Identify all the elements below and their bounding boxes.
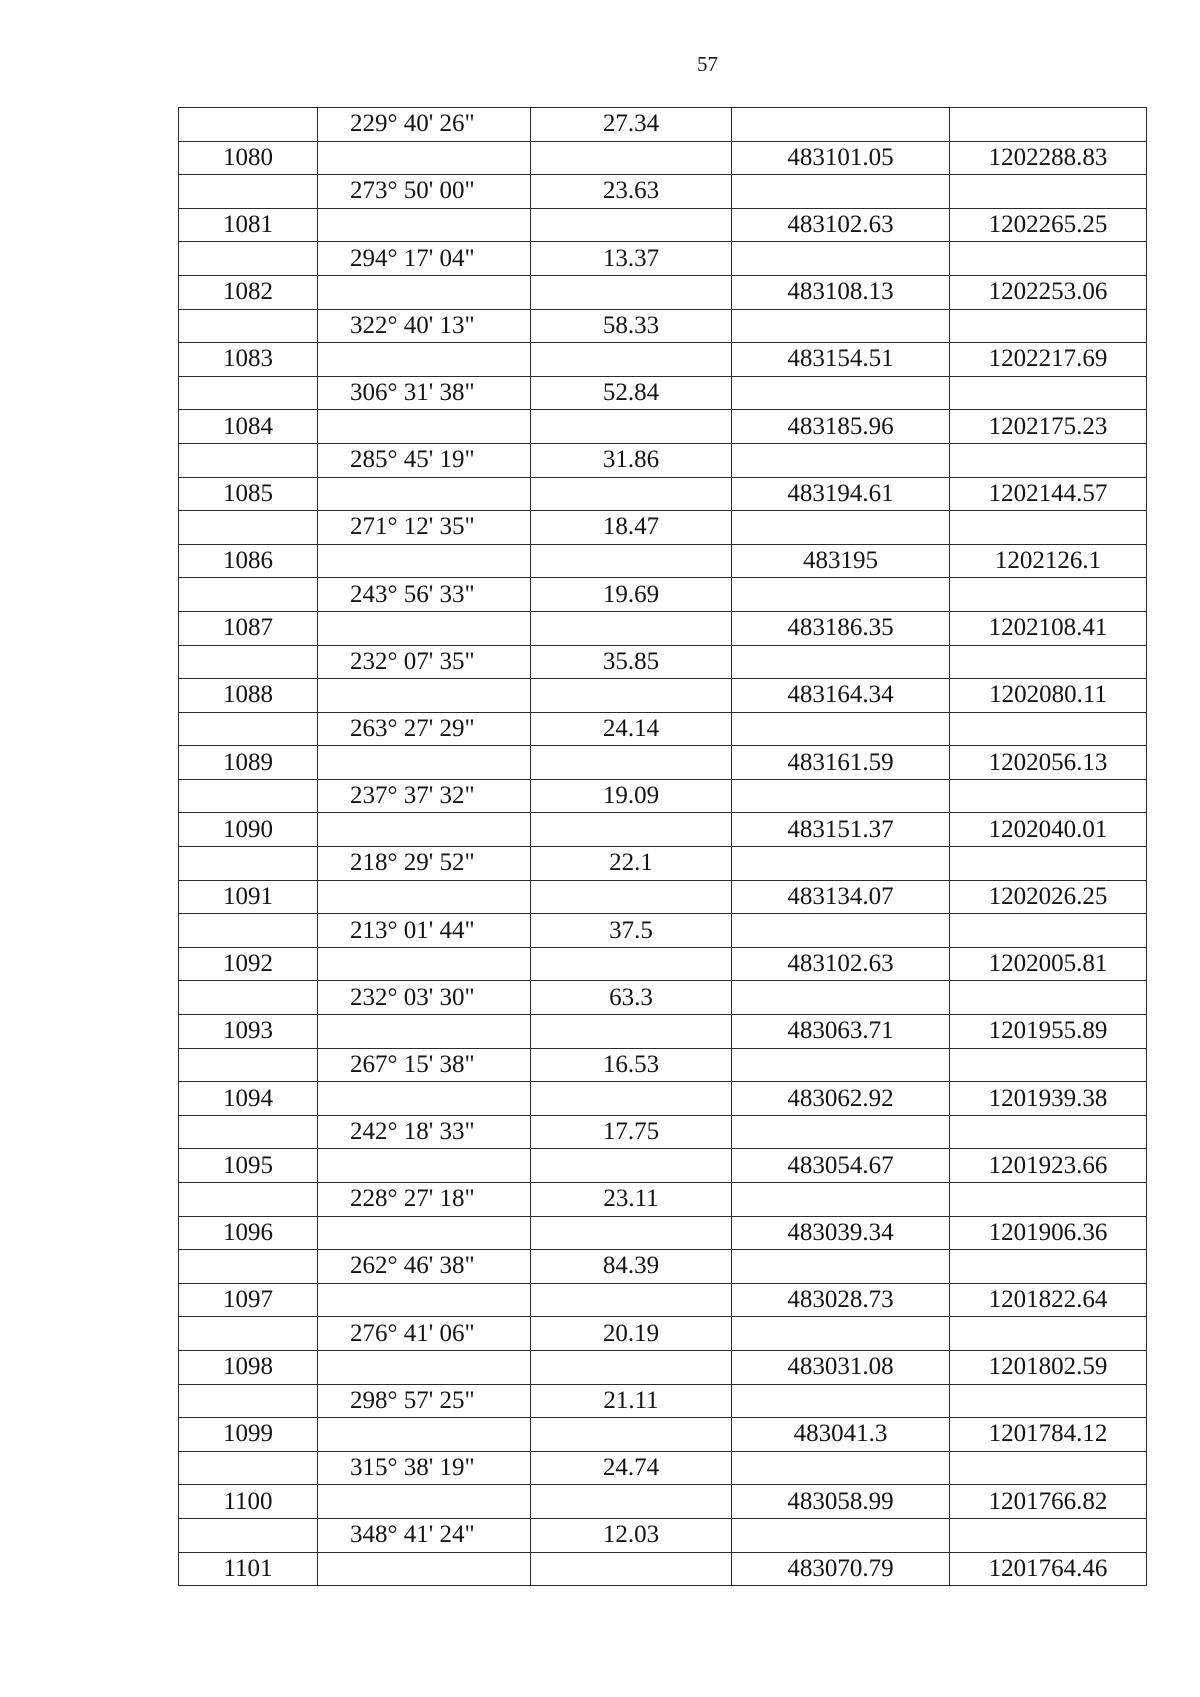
coordinate-y-cell: 1201766.82 [950, 1485, 1147, 1519]
coordinate-y-cell: 1202040.01 [950, 813, 1147, 847]
coordinate-x-cell: 483101.05 [732, 141, 950, 175]
distance-cell: 24.14 [531, 712, 732, 746]
distance-cell [531, 611, 732, 645]
point-number-cell: 1084 [179, 410, 318, 444]
point-number-cell [179, 645, 318, 679]
coordinate-x-cell: 483185.96 [732, 410, 950, 444]
distance-cell [531, 1552, 732, 1586]
coordinate-x-cell [732, 376, 950, 410]
bearing-cell [318, 1283, 531, 1317]
table-row [179, 1485, 1147, 1519]
distance-cell: 18.47 [531, 511, 732, 545]
coordinate-y-cell: 1202288.83 [950, 141, 1147, 175]
coordinate-y-cell [950, 309, 1147, 343]
table-row [179, 511, 1147, 545]
bearing-cell [318, 746, 531, 780]
coordinate-x-cell: 483102.63 [732, 947, 950, 981]
table-row [179, 1115, 1147, 1149]
point-number-cell [179, 1048, 318, 1082]
table-row [179, 309, 1147, 343]
distance-cell [531, 141, 732, 175]
coordinate-y-cell [950, 914, 1147, 948]
coordinate-x-cell [732, 108, 950, 142]
point-number-cell: 1101 [179, 1552, 318, 1586]
point-number-cell: 1093 [179, 1015, 318, 1049]
distance-cell: 37.5 [531, 914, 732, 948]
bearing-cell [318, 947, 531, 981]
bearing-cell: 263° 27' 29" [318, 712, 531, 746]
bearing-cell [318, 880, 531, 914]
coordinate-y-cell: 1202080.11 [950, 679, 1147, 713]
bearing-cell: 237° 37' 32" [318, 779, 531, 813]
table-row [179, 242, 1147, 276]
coordinate-y-cell: 1202144.57 [950, 477, 1147, 511]
distance-cell [531, 1418, 732, 1452]
coordinate-x-cell: 483186.35 [732, 611, 950, 645]
point-number-cell [179, 779, 318, 813]
bearing-cell: 243° 56' 33" [318, 578, 531, 612]
coordinate-y-cell [950, 779, 1147, 813]
coordinate-x-cell [732, 1317, 950, 1351]
point-number-cell: 1092 [179, 947, 318, 981]
bearing-cell: 228° 27' 18" [318, 1183, 531, 1217]
point-number-cell [179, 242, 318, 276]
coordinates-table [178, 107, 1147, 1586]
table-row [179, 443, 1147, 477]
distance-cell [531, 208, 732, 242]
coordinate-x-cell [732, 1518, 950, 1552]
coordinate-x-cell: 483134.07 [732, 880, 950, 914]
bearing-cell: 232° 03' 30" [318, 981, 531, 1015]
coordinate-y-cell: 1201939.38 [950, 1082, 1147, 1116]
coordinate-y-cell [950, 1115, 1147, 1149]
table-row [179, 1250, 1147, 1284]
point-number-cell: 1100 [179, 1485, 318, 1519]
page-number: 57 [697, 52, 718, 76]
table-row [179, 477, 1147, 511]
coordinate-y-cell: 1202217.69 [950, 343, 1147, 377]
point-number-cell [179, 511, 318, 545]
coordinate-y-cell: 1202253.06 [950, 275, 1147, 309]
coordinate-y-cell [950, 175, 1147, 209]
bearing-cell: 271° 12' 35" [318, 511, 531, 545]
point-number-cell [179, 1115, 318, 1149]
point-number-cell: 1088 [179, 679, 318, 713]
table-row [179, 1317, 1147, 1351]
coordinate-x-cell [732, 1451, 950, 1485]
bearing-cell [318, 1216, 531, 1250]
distance-cell [531, 1216, 732, 1250]
coordinate-x-cell: 483154.51 [732, 343, 950, 377]
coordinate-y-cell [950, 1183, 1147, 1217]
point-number-cell: 1096 [179, 1216, 318, 1250]
distance-cell: 19.09 [531, 779, 732, 813]
bearing-cell: 262° 46' 38" [318, 1250, 531, 1284]
table-row [179, 1350, 1147, 1384]
bearing-cell [318, 1015, 531, 1049]
coordinate-x-cell: 483102.63 [732, 208, 950, 242]
point-number-cell [179, 309, 318, 343]
table-row [179, 1451, 1147, 1485]
point-number-cell [179, 981, 318, 1015]
bearing-cell [318, 410, 531, 444]
coordinate-x-cell: 483031.08 [732, 1350, 950, 1384]
coordinate-y-cell [950, 443, 1147, 477]
coordinate-y-cell: 1201822.64 [950, 1283, 1147, 1317]
coordinate-x-cell [732, 578, 950, 612]
point-number-cell [179, 1518, 318, 1552]
coordinate-x-cell: 483062.92 [732, 1082, 950, 1116]
table-row [179, 611, 1147, 645]
coordinate-x-cell: 483164.34 [732, 679, 950, 713]
bearing-cell [318, 1418, 531, 1452]
distance-cell: 22.1 [531, 847, 732, 881]
coordinate-x-cell: 483028.73 [732, 1283, 950, 1317]
distance-cell [531, 275, 732, 309]
distance-cell [531, 477, 732, 511]
coordinate-x-cell [732, 712, 950, 746]
point-number-cell [179, 108, 318, 142]
bearing-cell [318, 275, 531, 309]
table-row [179, 175, 1147, 209]
table-row [179, 544, 1147, 578]
bearing-cell: 273° 50' 00" [318, 175, 531, 209]
point-number-cell [179, 1183, 318, 1217]
coordinate-y-cell: 1201923.66 [950, 1149, 1147, 1183]
table-row [179, 578, 1147, 612]
table-row [179, 1384, 1147, 1418]
distance-cell: 35.85 [531, 645, 732, 679]
bearing-cell: 276° 41' 06" [318, 1317, 531, 1351]
coordinate-y-cell: 1201802.59 [950, 1350, 1147, 1384]
coordinate-x-cell: 483063.71 [732, 1015, 950, 1049]
distance-cell: 12.03 [531, 1518, 732, 1552]
coordinate-x-cell [732, 443, 950, 477]
coordinate-x-cell: 483070.79 [732, 1552, 950, 1586]
table-row [179, 343, 1147, 377]
distance-cell [531, 813, 732, 847]
coordinate-x-cell [732, 1250, 950, 1284]
coordinate-x-cell: 483161.59 [732, 746, 950, 780]
bearing-cell [318, 679, 531, 713]
point-number-cell: 1082 [179, 275, 318, 309]
bearing-cell [318, 477, 531, 511]
table-row [179, 1283, 1147, 1317]
bearing-cell: 267° 15' 38" [318, 1048, 531, 1082]
point-number-cell [179, 175, 318, 209]
table-row [179, 981, 1147, 1015]
table-body [179, 108, 1147, 1586]
coordinate-x-cell [732, 175, 950, 209]
table-row [179, 141, 1147, 175]
point-number-cell: 1080 [179, 141, 318, 175]
point-number-cell: 1086 [179, 544, 318, 578]
table-row [179, 847, 1147, 881]
coordinate-y-cell [950, 1317, 1147, 1351]
bearing-cell [318, 1082, 531, 1116]
bearing-cell [318, 544, 531, 578]
table-row [179, 712, 1147, 746]
distance-cell [531, 880, 732, 914]
coordinate-y-cell [950, 1518, 1147, 1552]
distance-cell: 27.34 [531, 108, 732, 142]
point-number-cell: 1098 [179, 1350, 318, 1384]
distance-cell: 23.11 [531, 1183, 732, 1217]
point-number-cell [179, 578, 318, 612]
coordinate-x-cell [732, 1384, 950, 1418]
table-row [179, 1015, 1147, 1049]
distance-cell [531, 1283, 732, 1317]
distance-cell: 84.39 [531, 1250, 732, 1284]
table-row [179, 1149, 1147, 1183]
coordinate-y-cell [950, 1384, 1147, 1418]
coordinate-y-cell: 1201906.36 [950, 1216, 1147, 1250]
point-number-cell: 1085 [179, 477, 318, 511]
table-row [179, 1216, 1147, 1250]
point-number-cell [179, 1451, 318, 1485]
point-number-cell: 1091 [179, 880, 318, 914]
coordinate-x-cell: 483195 [732, 544, 950, 578]
bearing-cell: 298° 57' 25" [318, 1384, 531, 1418]
distance-cell [531, 1485, 732, 1519]
distance-cell [531, 410, 732, 444]
distance-cell: 24.74 [531, 1451, 732, 1485]
table-row [179, 1418, 1147, 1452]
point-number-cell [179, 847, 318, 881]
coordinate-y-cell [950, 847, 1147, 881]
table-row [179, 275, 1147, 309]
coordinate-x-cell [732, 1048, 950, 1082]
table-row [179, 208, 1147, 242]
table-row [179, 813, 1147, 847]
coordinate-y-cell [950, 1250, 1147, 1284]
coordinate-x-cell: 483058.99 [732, 1485, 950, 1519]
bearing-cell [318, 1485, 531, 1519]
distance-cell: 16.53 [531, 1048, 732, 1082]
distance-cell: 52.84 [531, 376, 732, 410]
coordinate-x-cell [732, 1115, 950, 1149]
bearing-cell [318, 343, 531, 377]
bearing-cell: 294° 17' 04" [318, 242, 531, 276]
coordinate-x-cell [732, 309, 950, 343]
point-number-cell: 1089 [179, 746, 318, 780]
table-row [179, 108, 1147, 142]
bearing-cell [318, 1350, 531, 1384]
distance-cell [531, 746, 732, 780]
coordinate-x-cell: 483039.34 [732, 1216, 950, 1250]
distance-cell: 13.37 [531, 242, 732, 276]
distance-cell [531, 1082, 732, 1116]
point-number-cell: 1099 [179, 1418, 318, 1452]
bearing-cell [318, 1149, 531, 1183]
coordinate-y-cell: 1202126.1 [950, 544, 1147, 578]
table-row [179, 679, 1147, 713]
coordinate-y-cell: 1201764.46 [950, 1552, 1147, 1586]
point-number-cell: 1090 [179, 813, 318, 847]
point-number-cell [179, 376, 318, 410]
distance-cell [531, 1149, 732, 1183]
table-row [179, 1552, 1147, 1586]
coordinate-x-cell [732, 981, 950, 1015]
table-row [179, 779, 1147, 813]
bearing-cell: 306° 31' 38" [318, 376, 531, 410]
bearing-cell: 315° 38' 19" [318, 1451, 531, 1485]
bearing-cell: 285° 45' 19" [318, 443, 531, 477]
coordinate-x-cell [732, 914, 950, 948]
table-row [179, 1183, 1147, 1217]
coordinate-y-cell [950, 645, 1147, 679]
coordinate-x-cell [732, 511, 950, 545]
table-row [179, 1082, 1147, 1116]
distance-cell: 31.86 [531, 443, 732, 477]
distance-cell [531, 544, 732, 578]
point-number-cell: 1097 [179, 1283, 318, 1317]
point-number-cell: 1094 [179, 1082, 318, 1116]
distance-cell: 19.69 [531, 578, 732, 612]
coordinate-y-cell [950, 981, 1147, 1015]
coordinate-y-cell: 1202026.25 [950, 880, 1147, 914]
distance-cell [531, 947, 732, 981]
table-row [179, 410, 1147, 444]
coordinate-y-cell: 1202056.13 [950, 746, 1147, 780]
point-number-cell: 1081 [179, 208, 318, 242]
coordinate-y-cell: 1202265.25 [950, 208, 1147, 242]
point-number-cell: 1087 [179, 611, 318, 645]
bearing-cell: 218° 29' 52" [318, 847, 531, 881]
bearing-cell: 213° 01' 44" [318, 914, 531, 948]
bearing-cell: 322° 40' 13" [318, 309, 531, 343]
coordinate-x-cell [732, 779, 950, 813]
coordinate-x-cell: 483054.67 [732, 1149, 950, 1183]
distance-cell: 21.11 [531, 1384, 732, 1418]
point-number-cell: 1083 [179, 343, 318, 377]
coordinate-y-cell [950, 108, 1147, 142]
distance-cell: 20.19 [531, 1317, 732, 1351]
coordinate-x-cell: 483151.37 [732, 813, 950, 847]
bearing-cell [318, 141, 531, 175]
point-number-cell [179, 1317, 318, 1351]
table-row [179, 1048, 1147, 1082]
distance-cell: 63.3 [531, 981, 732, 1015]
bearing-cell [318, 611, 531, 645]
bearing-cell: 242° 18' 33" [318, 1115, 531, 1149]
distance-cell [531, 679, 732, 713]
coordinate-x-cell: 483041.3 [732, 1418, 950, 1452]
table-row [179, 880, 1147, 914]
coordinate-y-cell [950, 1451, 1147, 1485]
point-number-cell [179, 443, 318, 477]
table-row [179, 645, 1147, 679]
table-row [179, 1518, 1147, 1552]
distance-cell [531, 1350, 732, 1384]
point-number-cell [179, 1250, 318, 1284]
bearing-cell: 348° 41' 24" [318, 1518, 531, 1552]
point-number-cell [179, 914, 318, 948]
distance-cell: 23.63 [531, 175, 732, 209]
table-row [179, 376, 1147, 410]
distance-cell: 17.75 [531, 1115, 732, 1149]
distance-cell: 58.33 [531, 309, 732, 343]
bearing-cell [318, 813, 531, 847]
point-number-cell: 1095 [179, 1149, 318, 1183]
point-number-cell [179, 1384, 318, 1418]
table-row [179, 746, 1147, 780]
table-row [179, 947, 1147, 981]
bearing-cell [318, 208, 531, 242]
bearing-cell: 232° 07' 35" [318, 645, 531, 679]
coordinate-y-cell [950, 242, 1147, 276]
coordinate-x-cell [732, 242, 950, 276]
coordinate-x-cell: 483108.13 [732, 275, 950, 309]
point-number-cell [179, 712, 318, 746]
coordinate-x-cell [732, 645, 950, 679]
bearing-cell: 229° 40' 26" [318, 108, 531, 142]
coordinate-y-cell [950, 578, 1147, 612]
coordinate-x-cell: 483194.61 [732, 477, 950, 511]
coordinate-y-cell: 1202108.41 [950, 611, 1147, 645]
coordinate-x-cell [732, 1183, 950, 1217]
coordinate-y-cell: 1201784.12 [950, 1418, 1147, 1452]
coordinate-y-cell [950, 1048, 1147, 1082]
bearing-cell [318, 1552, 531, 1586]
coordinate-y-cell [950, 376, 1147, 410]
distance-cell [531, 343, 732, 377]
table-row [179, 914, 1147, 948]
distance-cell [531, 1015, 732, 1049]
coordinate-y-cell: 1201955.89 [950, 1015, 1147, 1049]
coordinate-y-cell: 1202005.81 [950, 947, 1147, 981]
coordinate-y-cell [950, 511, 1147, 545]
coordinate-y-cell [950, 712, 1147, 746]
coordinate-x-cell [732, 847, 950, 881]
coordinate-y-cell: 1202175.23 [950, 410, 1147, 444]
